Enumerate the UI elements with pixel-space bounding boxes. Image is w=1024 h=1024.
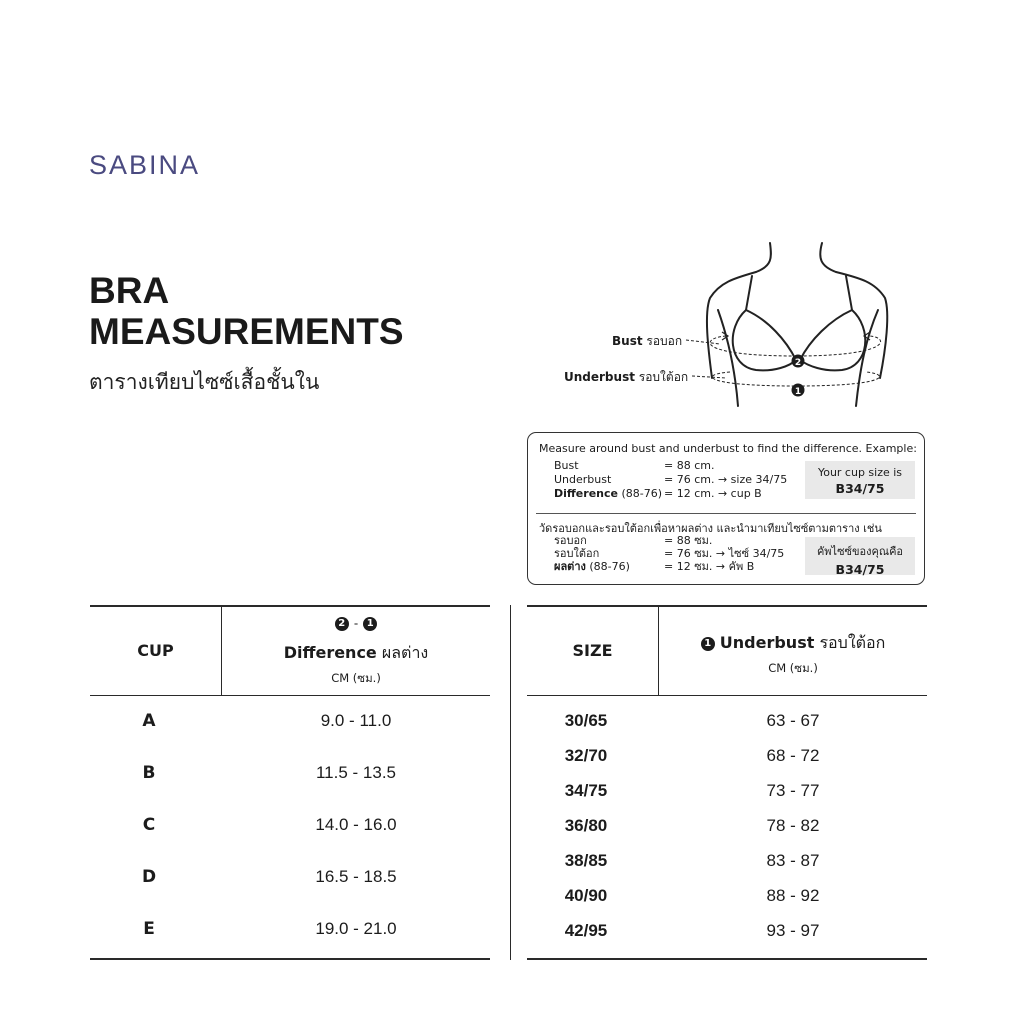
example-row-value: = 88 cm. — [664, 459, 715, 472]
example-th-heading: วัดรอบอกและรอบใต้อกเพื่อหาผลต่าง และนำมาเทียบไซซ์ตามตาราง เช่น — [539, 522, 882, 535]
cup-size-result-th — [805, 537, 915, 575]
example-row-value: = 12 ซม. → คัพ B — [664, 560, 755, 573]
difference-column-header — [222, 641, 490, 666]
difference-badges — [222, 613, 490, 632]
underbust-label-th: รอบใต้อก — [638, 370, 689, 384]
marker-1-icon: 1 — [701, 637, 715, 651]
underbust-cell: 88 - 92 — [766, 886, 820, 905]
cup-size-result-en — [805, 461, 915, 499]
bust-label-th: รอบอก — [646, 334, 683, 348]
difference-unit: CM (ซม.) — [331, 671, 381, 685]
size-cell: 30/65 — [564, 711, 608, 730]
page-title — [89, 270, 404, 352]
example-en-heading: Measure around bust and underbust to find the difference. Example: — [539, 442, 917, 455]
cup-cell: C — [142, 815, 156, 835]
badge-separator: - — [353, 616, 359, 631]
underbust-cell: 63 - 67 — [766, 711, 820, 730]
marker-1-text: 1 — [794, 387, 802, 397]
table-bottom-rule — [90, 958, 490, 960]
example-row-label: รอบอก — [554, 534, 587, 547]
example-row-label: Underbust — [554, 473, 612, 486]
page-subtitle: ตารางเทียบไซซ์เสื้อชั้นใน — [89, 370, 320, 394]
title-line-2: MEASUREMENTS — [89, 311, 404, 352]
cup-result-value: B34/75 — [835, 562, 885, 577]
cup-result-label: คัพไซซ์ของคุณคือ — [816, 545, 904, 558]
difference-cell: 19.0 - 21.0 — [315, 919, 397, 938]
difference-cell: 9.0 - 11.0 — [320, 711, 392, 730]
cup-column-header: CUP — [137, 641, 174, 660]
example-row-value: = 76 ซม. → ไซซ์ 34/75 — [664, 547, 785, 560]
underbust-cell: 83 - 87 — [766, 851, 820, 870]
difference-header-th: ผลต่าง — [381, 643, 429, 662]
example-row-label: Bust — [554, 459, 579, 472]
marker-2-text: 2 — [794, 358, 802, 368]
table-top-rule — [527, 605, 927, 607]
size-cell: 42/95 — [564, 921, 608, 940]
example-box — [527, 432, 925, 585]
example-row-value: = 12 cm. → cup B — [664, 487, 762, 500]
underbust-cell: 68 - 72 — [766, 746, 820, 765]
difference-header-en: Difference — [283, 643, 377, 662]
example-row-label: รอบใต้อก — [554, 547, 600, 560]
cup-cell: B — [142, 763, 156, 783]
example-row-label: Difference (88-76) — [554, 487, 663, 500]
underbust-unit: CM (ซม.) — [768, 661, 818, 675]
underbust-column-header — [659, 631, 927, 656]
difference-cell: 16.5 - 18.5 — [315, 867, 397, 886]
size-cell: 34/75 — [564, 781, 608, 800]
underbust-header-th: รอบใต้อก — [819, 633, 886, 652]
brand-logo: SABINA — [89, 150, 201, 180]
bust-label-en: Bust — [612, 334, 643, 348]
difference-cell: 14.0 - 16.0 — [315, 815, 397, 834]
size-cell: 40/90 — [564, 886, 608, 905]
underbust-label — [564, 368, 688, 387]
size-column-header: SIZE — [572, 641, 613, 660]
table-header-rule — [527, 695, 927, 696]
tables-divider — [510, 605, 511, 960]
underbust-cell: 78 - 82 — [766, 816, 820, 835]
cup-cell: A — [142, 711, 156, 731]
underbust-cell: 93 - 97 — [766, 921, 820, 940]
cup-result-label: Your cup size is — [817, 466, 903, 479]
underbust-label-en: Underbust — [564, 370, 635, 384]
cup-result-value: B34/75 — [835, 481, 885, 496]
size-cell: 36/80 — [564, 816, 608, 835]
example-divider — [536, 513, 916, 514]
table-bottom-rule — [527, 958, 927, 960]
marker-1-icon: 1 — [363, 617, 377, 631]
torso-illustration — [560, 238, 940, 418]
size-cell: 38/85 — [564, 851, 608, 870]
measurement-figure — [560, 238, 940, 418]
example-row-value: = 88 ซม. — [664, 534, 713, 547]
marker-2-icon: 2 — [335, 617, 349, 631]
table-top-rule — [90, 605, 490, 607]
title-line-1: BRA — [89, 270, 170, 311]
cup-cell: D — [141, 867, 157, 887]
table-header-rule — [90, 695, 490, 696]
bust-label — [612, 332, 682, 351]
example-row-value: = 76 cm. → size 34/75 — [664, 473, 788, 486]
size-cell: 32/70 — [564, 746, 608, 765]
cup-cell: E — [143, 919, 155, 939]
example-row-label: ผลต่าง (88-76) — [554, 560, 630, 573]
underbust-cell: 73 - 77 — [766, 781, 820, 800]
difference-cell: 11.5 - 13.5 — [315, 763, 397, 782]
underbust-header-en: Underbust — [719, 633, 815, 652]
